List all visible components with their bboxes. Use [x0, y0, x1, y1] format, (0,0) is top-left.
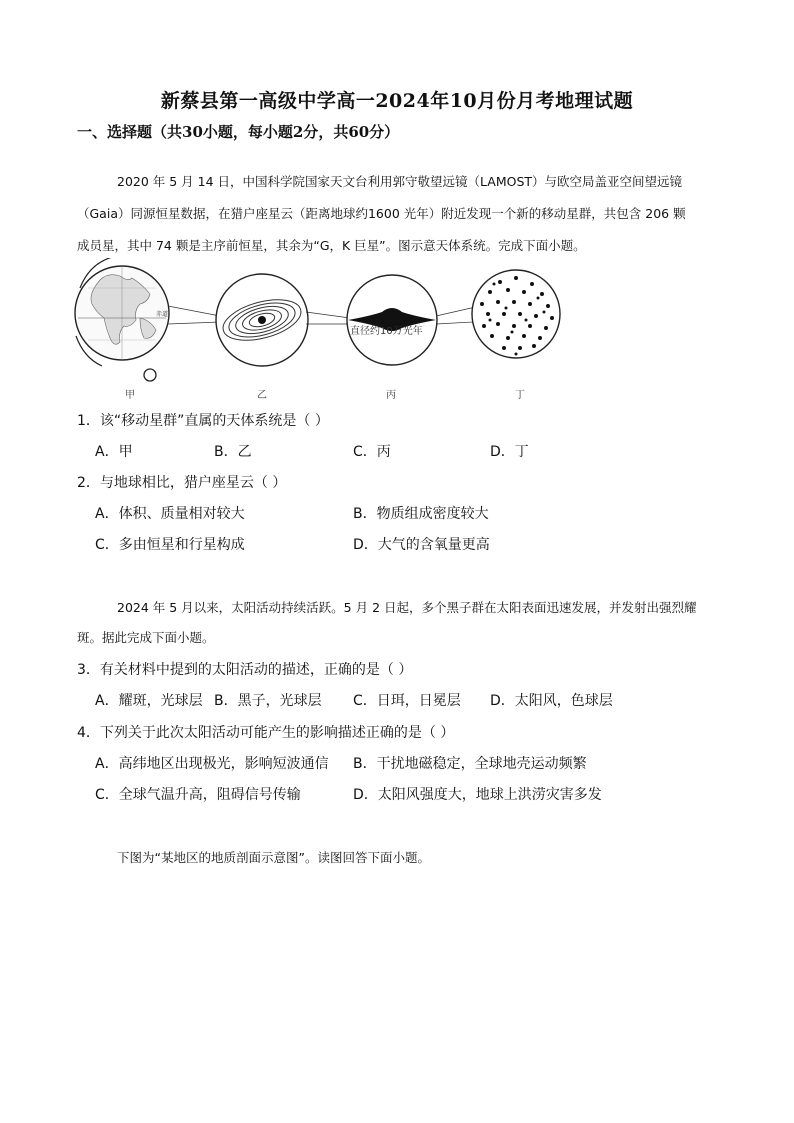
question-4-stem: 4．下列关于此次太阳活动可能产生的影响描述正确的是（ ）	[77, 725, 455, 741]
question-2-option-c[interactable]: C．多由恒星和行星构成	[95, 537, 245, 553]
section-heading: 一、选择题（共30小题，每小题2分，共60分）	[77, 123, 400, 141]
equator-label: 赤道	[156, 311, 169, 318]
question-2-stem: 2．与地球相比，猎户座星云（ ）	[77, 475, 287, 491]
celestial-system-figure	[70, 258, 570, 406]
question-4-option-c[interactable]: C．全球气温升高，阻碍信号传输	[95, 787, 301, 803]
question-2-option-d[interactable]: D．大气的含氧量更高	[353, 537, 490, 553]
star-cluster	[472, 270, 560, 358]
passage3: 下图为“某地区的地质剖面示意图”。读图回答下面小题。	[117, 850, 430, 865]
figure-label-yi: 乙	[257, 390, 267, 401]
figure-label-bing: 丙	[386, 390, 396, 401]
question-3-stem: 3．有关材料中提到的太阳活动的描述，正确的是（ ）	[77, 662, 413, 678]
question-4-option-d[interactable]: D．太阳风强度大，地球上洪涝灾害多发	[353, 787, 602, 803]
question-3-option-c[interactable]: C．日珥，日冕层	[353, 693, 461, 709]
figure-label-jia: 甲	[125, 390, 135, 401]
milky-way-galaxy	[347, 275, 437, 365]
question-1-stem: 1．该“移动星群”直属的天体系统是（ ）	[77, 413, 329, 429]
question-3-option-a[interactable]: A．耀斑，光球层	[95, 693, 203, 709]
question-3-option-b[interactable]: B．黑子，光球层	[214, 693, 322, 709]
passage1-line2: （Gaia）同源恒星数据，在猎户座星云（距离地球约1600 光年）附近发现一个新的移动星群，共包含 206 颗	[77, 206, 686, 221]
solar-system	[216, 274, 308, 366]
question-4-option-b[interactable]: B．干扰地磁稳定，全球地壳运动频繁	[353, 756, 587, 772]
figure-label-ding: 丁	[515, 390, 525, 401]
moon	[144, 369, 156, 381]
question-1-option-a[interactable]: A．甲	[95, 444, 133, 460]
earth-globe	[75, 266, 169, 360]
question-1-option-c[interactable]: C．丙	[353, 444, 391, 460]
question-2-option-b[interactable]: B．物质组成密度较大	[353, 506, 489, 522]
galaxy-diameter-label: 直径约10万光年	[350, 326, 423, 337]
page-title: 新蔡县第一高级中学高一2024年10月份月考地理试题	[160, 90, 634, 112]
question-2-option-a[interactable]: A．体积、质量相对较大	[95, 506, 245, 522]
question-1-option-b[interactable]: B．乙	[214, 444, 252, 460]
passage1-line1: 2020 年 5 月 14 日，中国科学院国家天文台利用郭守敬望远镜（LAMOST）与欧空局盖亚空间望远镜	[117, 174, 683, 189]
question-4-option-a[interactable]: A．高纬地区出现极光，影响短波通信	[95, 756, 329, 772]
passage2-line2: 斑。据此完成下面小题。	[77, 630, 215, 645]
question-3-option-d[interactable]: D．太阳风，色球层	[490, 693, 613, 709]
passage2-line1: 2024 年 5 月以来，太阳活动持续活跃。5 月 2 日起，多个黑子群在太阳表面迅速发展，并发射出强烈耀	[117, 600, 697, 615]
passage1-line3: 成员星，其中 74 颗是主序前恒星，其余为“G，K 巨星”。图示意天体系统。完成下面小题。	[77, 238, 586, 253]
question-1-option-d[interactable]: D．丁	[490, 444, 529, 460]
